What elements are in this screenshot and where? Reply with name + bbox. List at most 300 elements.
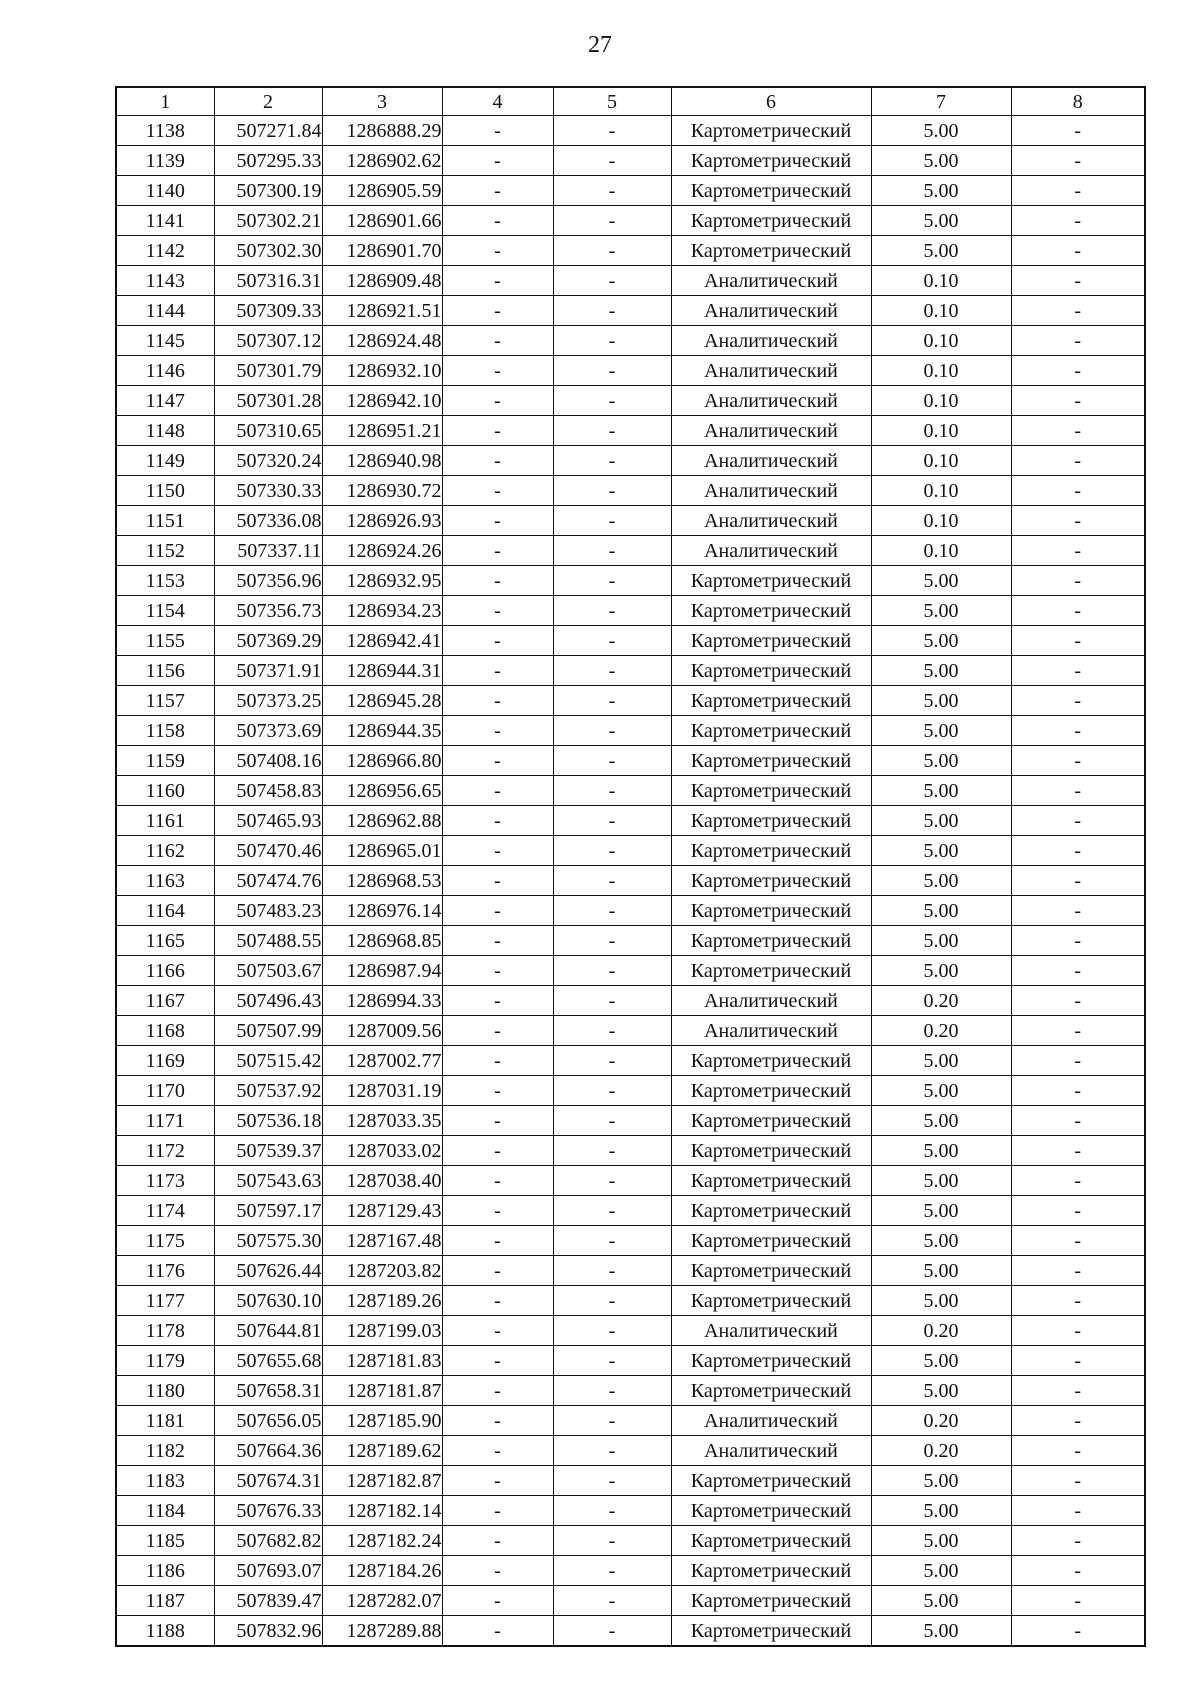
table-row: [116, 1016, 1145, 1046]
table-cell: -: [442, 1556, 553, 1586]
table-row: [116, 1616, 1145, 1647]
table-cell: -: [553, 1586, 671, 1616]
table-row: [116, 776, 1145, 806]
table-cell: -: [1011, 386, 1145, 416]
table-cell: -: [553, 1046, 671, 1076]
table-cell: -: [442, 1286, 553, 1316]
table-row: [116, 566, 1145, 596]
table-cell: -: [442, 1436, 553, 1466]
table-cell: -: [442, 506, 553, 536]
table-cell: -: [442, 656, 553, 686]
table-row: [116, 1106, 1145, 1136]
table-cell: -: [442, 1466, 553, 1496]
table-cell: -: [442, 1616, 553, 1647]
table-cell: 1168: [116, 1016, 214, 1046]
table-cell: -: [442, 1406, 553, 1436]
table-cell: -: [1011, 1256, 1145, 1286]
table-row: [116, 206, 1145, 236]
table-cell: 1286968.85: [322, 926, 442, 956]
table-header-row: [116, 87, 1145, 116]
table-cell: -: [1011, 206, 1145, 236]
table-cell: 1286944.31: [322, 656, 442, 686]
table-row: [116, 746, 1145, 776]
table-cell: 5.00: [871, 1496, 1011, 1526]
table-cell: -: [1011, 1316, 1145, 1346]
table-cell: 0.10: [871, 356, 1011, 386]
table-cell: -: [442, 1376, 553, 1406]
table-cell: -: [553, 1346, 671, 1376]
table-cell: 1187: [116, 1586, 214, 1616]
coordinates-table: [115, 86, 1146, 1647]
table-cell: 5.00: [871, 566, 1011, 596]
table-cell: Аналитический: [671, 446, 871, 476]
table-cell: 0.10: [871, 476, 1011, 506]
table-cell: Аналитический: [671, 536, 871, 566]
table-cell: -: [553, 716, 671, 746]
table-cell: 1286934.23: [322, 596, 442, 626]
table-cell: -: [1011, 596, 1145, 626]
table-row: [116, 1586, 1145, 1616]
table-cell: Картометрический: [671, 236, 871, 266]
table-cell: Картометрический: [671, 1286, 871, 1316]
table-row: [116, 1196, 1145, 1226]
table-row: [116, 1316, 1145, 1346]
table-cell: -: [442, 956, 553, 986]
table-cell: 5.00: [871, 1586, 1011, 1616]
table-cell: 1155: [116, 626, 214, 656]
table-cell: -: [553, 1436, 671, 1466]
table-cell: 1178: [116, 1316, 214, 1346]
table-row: [116, 1346, 1145, 1376]
table-cell: Картометрический: [671, 1586, 871, 1616]
table-row: [116, 866, 1145, 896]
table-cell: 1141: [116, 206, 214, 236]
table-cell: 5.00: [871, 1196, 1011, 1226]
table-cell: -: [442, 1346, 553, 1376]
table-row: [116, 356, 1145, 386]
table-cell: -: [553, 776, 671, 806]
table-cell: -: [553, 596, 671, 626]
table-cell: 5.00: [871, 1256, 1011, 1286]
table-cell: 1153: [116, 566, 214, 596]
table-row: [116, 986, 1145, 1016]
table-cell: -: [553, 416, 671, 446]
table-cell: Картометрический: [671, 716, 871, 746]
table-cell: 1287038.40: [322, 1166, 442, 1196]
table-cell: 1169: [116, 1046, 214, 1076]
table-cell: 1287189.62: [322, 1436, 442, 1466]
table-cell: -: [1011, 566, 1145, 596]
table-cell: 5.00: [871, 806, 1011, 836]
table-cell: 1179: [116, 1346, 214, 1376]
table-cell: -: [442, 806, 553, 836]
table-cell: -: [553, 1526, 671, 1556]
table-cell: -: [1011, 806, 1145, 836]
table-cell: -: [553, 656, 671, 686]
table-cell: -: [553, 1376, 671, 1406]
table-cell: 1186: [116, 1556, 214, 1586]
table-cell: -: [1011, 1016, 1145, 1046]
table-cell: 1286932.10: [322, 356, 442, 386]
table-cell: Картометрический: [671, 1196, 871, 1226]
table-cell: 1287184.26: [322, 1556, 442, 1586]
table-cell: -: [553, 206, 671, 236]
table-cell: 5.00: [871, 1466, 1011, 1496]
table-cell: 1287167.48: [322, 1226, 442, 1256]
table-cell: 5.00: [871, 866, 1011, 896]
table-cell: -: [553, 1556, 671, 1586]
table-cell: 1286976.14: [322, 896, 442, 926]
table-cell: -: [553, 146, 671, 176]
table-cell: 507656.05: [214, 1406, 322, 1436]
table-cell: -: [553, 1136, 671, 1166]
table-cell: -: [1011, 1406, 1145, 1436]
table-cell: -: [553, 836, 671, 866]
table-cell: -: [553, 1406, 671, 1436]
table-cell: -: [1011, 626, 1145, 656]
table-row: [116, 596, 1145, 626]
table-cell: 507626.44: [214, 1256, 322, 1286]
table-cell: 1286930.72: [322, 476, 442, 506]
table-cell: 1287199.03: [322, 1316, 442, 1346]
table-cell: 1287031.19: [322, 1076, 442, 1106]
table-cell: Картометрический: [671, 1226, 871, 1256]
table-row: [116, 716, 1145, 746]
table-cell: 507271.84: [214, 116, 322, 146]
table-cell: 507301.28: [214, 386, 322, 416]
table-cell: 1286905.59: [322, 176, 442, 206]
table-cell: 1286987.94: [322, 956, 442, 986]
table-cell: -: [553, 1166, 671, 1196]
table-cell: Аналитический: [671, 266, 871, 296]
table-cell: -: [553, 236, 671, 266]
table-cell: -: [1011, 1196, 1145, 1226]
table-row: [116, 506, 1145, 536]
table-row: [116, 536, 1145, 566]
table-cell: 1139: [116, 146, 214, 176]
table-cell: 0.10: [871, 326, 1011, 356]
table-cell: 1170: [116, 1076, 214, 1106]
table-cell: Картометрический: [671, 566, 871, 596]
table-cell: -: [553, 986, 671, 1016]
table-cell: 1138: [116, 116, 214, 146]
table-cell: 507483.23: [214, 896, 322, 926]
table-cell: 1287182.87: [322, 1466, 442, 1496]
table-cell: -: [1011, 1166, 1145, 1196]
table-cell: 507507.99: [214, 1016, 322, 1046]
table-row: [116, 476, 1145, 506]
table-cell: 5.00: [871, 1106, 1011, 1136]
table-cell: 1286945.28: [322, 686, 442, 716]
table-cell: -: [553, 176, 671, 206]
table-cell: -: [553, 1076, 671, 1106]
table-cell: 5.00: [871, 596, 1011, 626]
table-cell: -: [1011, 476, 1145, 506]
table-cell: 507458.83: [214, 776, 322, 806]
table-cell: -: [442, 206, 553, 236]
table-row: [116, 116, 1145, 146]
table-cell: Картометрический: [671, 1046, 871, 1076]
table-cell: -: [1011, 1496, 1145, 1526]
table-cell: -: [1011, 1526, 1145, 1556]
table-row: [116, 1076, 1145, 1106]
table-cell: -: [1011, 1226, 1145, 1256]
table-cell: Картометрический: [671, 1616, 871, 1647]
table-cell: Картометрический: [671, 1526, 871, 1556]
table-cell: -: [553, 116, 671, 146]
table-cell: Картометрический: [671, 1256, 871, 1286]
table-cell: 0.20: [871, 1316, 1011, 1346]
table-cell: Аналитический: [671, 1406, 871, 1436]
table-cell: 0.10: [871, 266, 1011, 296]
table-cell: 507320.24: [214, 446, 322, 476]
table-cell: -: [1011, 986, 1145, 1016]
table-cell: -: [553, 896, 671, 926]
table-cell: 1173: [116, 1166, 214, 1196]
column-header: 1: [116, 87, 214, 116]
table-cell: 507373.25: [214, 686, 322, 716]
table-cell: -: [553, 806, 671, 836]
table-cell: 507674.31: [214, 1466, 322, 1496]
table-row: [116, 1256, 1145, 1286]
table-cell: 5.00: [871, 926, 1011, 956]
table-row: [116, 326, 1145, 356]
table-cell: 1152: [116, 536, 214, 566]
table-cell: -: [553, 866, 671, 896]
table-cell: -: [1011, 1376, 1145, 1406]
table-cell: -: [553, 1286, 671, 1316]
table-cell: 5.00: [871, 1376, 1011, 1406]
table-cell: -: [442, 926, 553, 956]
table-cell: Картометрический: [671, 686, 871, 716]
table-cell: 1286924.48: [322, 326, 442, 356]
table-cell: -: [553, 326, 671, 356]
table-row: [116, 1046, 1145, 1076]
table-cell: Картометрический: [671, 1076, 871, 1106]
table-cell: -: [553, 506, 671, 536]
page-number: 27: [588, 32, 612, 58]
table-cell: -: [1011, 656, 1145, 686]
table-cell: 507664.36: [214, 1436, 322, 1466]
table-cell: -: [442, 356, 553, 386]
table-cell: 1287181.87: [322, 1376, 442, 1406]
table-row: [116, 146, 1145, 176]
table-cell: 1286926.93: [322, 506, 442, 536]
table-cell: -: [442, 1016, 553, 1046]
table-cell: -: [442, 1046, 553, 1076]
table-cell: -: [442, 536, 553, 566]
table-cell: -: [442, 296, 553, 326]
table-cell: 1184: [116, 1496, 214, 1526]
table-cell: Картометрический: [671, 866, 871, 896]
table-row: [116, 686, 1145, 716]
table-cell: 1176: [116, 1256, 214, 1286]
table-cell: 1172: [116, 1136, 214, 1166]
table-cell: 507309.33: [214, 296, 322, 326]
table-cell: 507693.07: [214, 1556, 322, 1586]
table-cell: 5.00: [871, 956, 1011, 986]
table-cell: Картометрический: [671, 176, 871, 206]
table-row: [116, 956, 1145, 986]
table-cell: 1148: [116, 416, 214, 446]
table-cell: Картометрический: [671, 1376, 871, 1406]
table-cell: 5.00: [871, 236, 1011, 266]
table-cell: -: [442, 1526, 553, 1556]
table-cell: Картометрический: [671, 1106, 871, 1136]
table-cell: 507496.43: [214, 986, 322, 1016]
table-cell: -: [442, 1256, 553, 1286]
table-row: [116, 1556, 1145, 1586]
table-cell: -: [553, 356, 671, 386]
table-cell: 5.00: [871, 176, 1011, 206]
table-cell: 5.00: [871, 146, 1011, 176]
table-cell: Картометрический: [671, 896, 871, 926]
table-cell: -: [1011, 146, 1145, 176]
table-cell: Картометрический: [671, 656, 871, 686]
table-cell: 507474.76: [214, 866, 322, 896]
table-row: [116, 1436, 1145, 1466]
table-cell: -: [442, 746, 553, 776]
table-cell: -: [553, 536, 671, 566]
table-cell: Картометрический: [671, 116, 871, 146]
table-cell: Картометрический: [671, 836, 871, 866]
table-cell: 507832.96: [214, 1616, 322, 1647]
table-cell: 5.00: [871, 776, 1011, 806]
table-cell: 5.00: [871, 656, 1011, 686]
table-cell: -: [553, 566, 671, 596]
table-cell: Аналитический: [671, 326, 871, 356]
table-cell: Картометрический: [671, 1466, 871, 1496]
table-body: [116, 116, 1145, 1647]
table-cell: 507682.82: [214, 1526, 322, 1556]
table-cell: 5.00: [871, 746, 1011, 776]
table-cell: Картометрический: [671, 746, 871, 776]
table-cell: Аналитический: [671, 506, 871, 536]
table-cell: 1174: [116, 1196, 214, 1226]
table-cell: Картометрический: [671, 206, 871, 236]
table-cell: -: [442, 776, 553, 806]
table-row: [116, 1466, 1145, 1496]
table-cell: Картометрический: [671, 1166, 871, 1196]
table-cell: -: [442, 1196, 553, 1226]
table-row: [116, 176, 1145, 206]
table-cell: 5.00: [871, 1226, 1011, 1256]
table-cell: -: [553, 386, 671, 416]
table-cell: 507336.08: [214, 506, 322, 536]
table-cell: 0.10: [871, 296, 1011, 326]
table-cell: -: [1011, 236, 1145, 266]
table-cell: 1149: [116, 446, 214, 476]
table-cell: 507676.33: [214, 1496, 322, 1526]
table-cell: 1177: [116, 1286, 214, 1316]
table-cell: -: [1011, 1106, 1145, 1136]
table-cell: 1286956.65: [322, 776, 442, 806]
table-cell: 1287203.82: [322, 1256, 442, 1286]
table-cell: 5.00: [871, 1346, 1011, 1376]
table-cell: -: [553, 1616, 671, 1647]
table-cell: -: [442, 176, 553, 206]
table-cell: -: [1011, 1286, 1145, 1316]
table-row: [116, 1376, 1145, 1406]
table-cell: -: [1011, 896, 1145, 926]
table-cell: -: [1011, 686, 1145, 716]
table-cell: -: [1011, 1556, 1145, 1586]
table-cell: 5.00: [871, 1166, 1011, 1196]
table-cell: -: [1011, 716, 1145, 746]
table-cell: Аналитический: [671, 1436, 871, 1466]
table-cell: -: [553, 476, 671, 506]
table-cell: -: [1011, 1466, 1145, 1496]
table-cell: -: [1011, 956, 1145, 986]
table-cell: 1287033.35: [322, 1106, 442, 1136]
column-header: 2: [214, 87, 322, 116]
table-cell: -: [1011, 926, 1145, 956]
table-cell: -: [442, 1166, 553, 1196]
table-cell: 1286940.98: [322, 446, 442, 476]
table-cell: -: [1011, 416, 1145, 446]
table-cell: 1156: [116, 656, 214, 686]
table-cell: -: [553, 686, 671, 716]
table-cell: 1287033.02: [322, 1136, 442, 1166]
table-cell: 5.00: [871, 1526, 1011, 1556]
table-cell: 0.20: [871, 1436, 1011, 1466]
table-cell: 1163: [116, 866, 214, 896]
table-cell: 0.20: [871, 1016, 1011, 1046]
table-cell: Картометрический: [671, 956, 871, 986]
table-row: [116, 1496, 1145, 1526]
table-cell: 1183: [116, 1466, 214, 1496]
table-cell: -: [442, 1136, 553, 1166]
table-cell: 507302.21: [214, 206, 322, 236]
table-cell: Аналитический: [671, 1016, 871, 1046]
table-cell: -: [442, 1226, 553, 1256]
table-cell: -: [553, 1016, 671, 1046]
table-cell: Картометрический: [671, 146, 871, 176]
table-cell: 507597.17: [214, 1196, 322, 1226]
table-cell: Аналитический: [671, 356, 871, 386]
table-cell: 1287181.83: [322, 1346, 442, 1376]
table-cell: -: [442, 116, 553, 146]
table-cell: -: [1011, 836, 1145, 866]
table-cell: 1287189.26: [322, 1286, 442, 1316]
table-cell: 1286921.51: [322, 296, 442, 326]
table-cell: 1182: [116, 1436, 214, 1466]
table-cell: 1140: [116, 176, 214, 206]
table-cell: 1286932.95: [322, 566, 442, 596]
table-row: [116, 1286, 1145, 1316]
table-cell: 1287129.43: [322, 1196, 442, 1226]
table-cell: 1157: [116, 686, 214, 716]
table-cell: 0.20: [871, 1406, 1011, 1436]
table-cell: 1286965.01: [322, 836, 442, 866]
table-cell: 507302.30: [214, 236, 322, 266]
table-cell: Картометрический: [671, 1556, 871, 1586]
table-cell: -: [1011, 1046, 1145, 1076]
table-cell: -: [1011, 356, 1145, 386]
table-cell: 1143: [116, 266, 214, 296]
table-cell: 507575.30: [214, 1226, 322, 1256]
table-cell: 0.10: [871, 416, 1011, 446]
table-cell: -: [442, 386, 553, 416]
column-header: 7: [871, 87, 1011, 116]
table-cell: 5.00: [871, 716, 1011, 746]
table-cell: 1286962.88: [322, 806, 442, 836]
table-cell: -: [1011, 1616, 1145, 1647]
table-cell: -: [1011, 266, 1145, 296]
table-cell: -: [553, 1466, 671, 1496]
table-cell: Аналитический: [671, 416, 871, 446]
table-cell: 1181: [116, 1406, 214, 1436]
